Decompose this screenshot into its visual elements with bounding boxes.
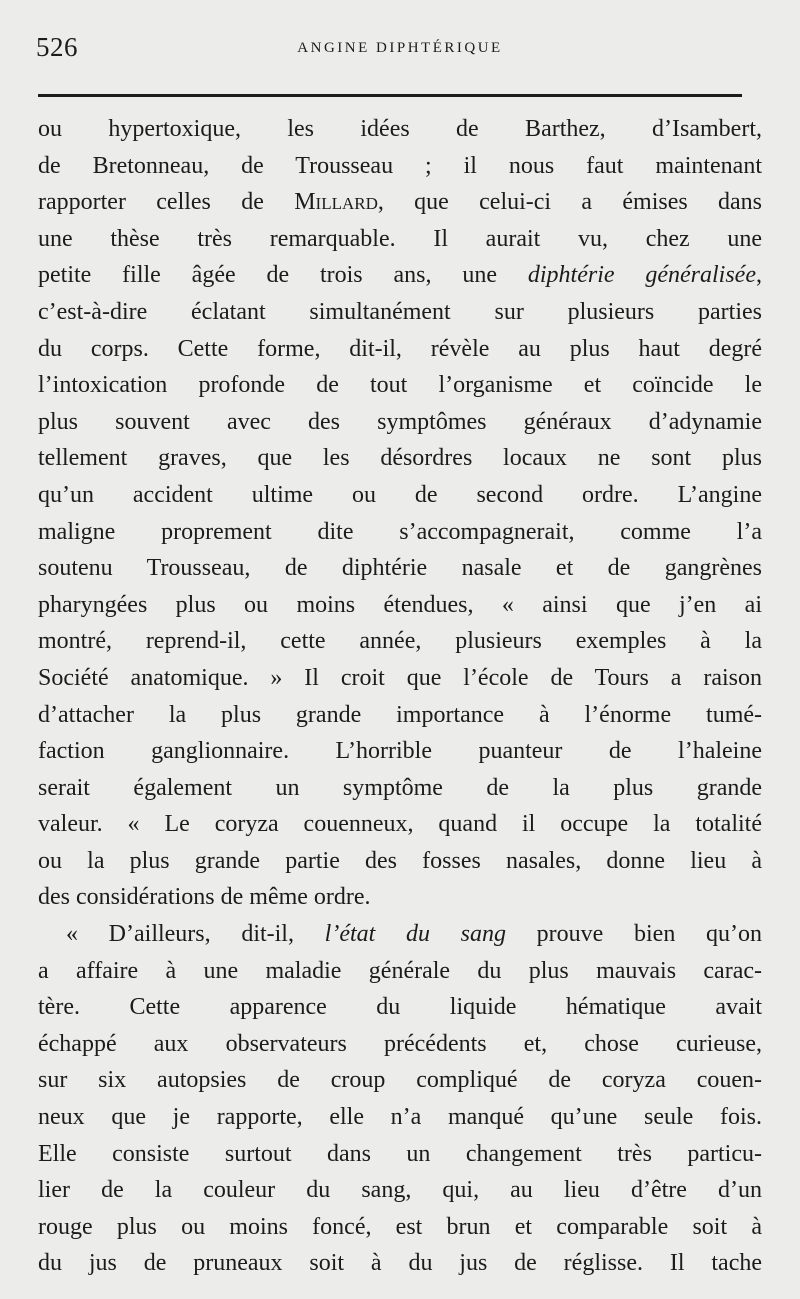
line-text: montré, reprend-il, cette année, plusieurs exemples à la (38, 628, 762, 655)
text-line (38, 843, 762, 880)
line-text: Elle consiste surtout dans un changement très particu- (38, 1140, 762, 1167)
line-text: une thèse très remarquable. Il aurait vu, chez une (38, 225, 762, 252)
italic-phrase: diphtérie généralisée (527, 262, 756, 289)
text-line (38, 1136, 762, 1173)
line-text: lier de la couleur du sang, qui, au lieu d’être d’un (38, 1177, 762, 1204)
line-text: des considérations de même ordre. (38, 884, 371, 911)
text-line (38, 1245, 762, 1282)
line-text: maligne proprement dite s’accompagnerait, comme l’a (38, 518, 762, 545)
line-text: l’intoxication profonde de tout l’organisme et coïncide le (38, 372, 762, 399)
line-text: de Bretonneau, de Trousseau ; il nous faut maintenant (38, 152, 762, 179)
line-text: ou la plus grande partie des fosses nasales, donne lieu à (38, 847, 762, 874)
line-text: serait également un symptôme de la plus grande (38, 774, 762, 801)
text-line (38, 879, 762, 916)
running-title: ANGINE DIPHTÉRIQUE (297, 40, 503, 56)
line-text: c’est-à-dire éclatant simultanément sur plusieurs parties (38, 298, 762, 325)
line-text: neux que je rapporte, elle n’a manqué qu’une seule fois. (38, 1104, 762, 1131)
text-line (38, 1026, 762, 1063)
line-text: rouge plus ou moins foncé, est brun et comparable soit à (38, 1213, 762, 1240)
text-line (38, 404, 762, 441)
line-text: valeur. « Le coryza couenneux, quand il occupe la totalité (38, 811, 762, 838)
line-text: pharyngées plus ou moins étendues, « ainsi que j’en ai (38, 591, 762, 618)
line-text: du corps. Cette forme, dit-il, révèle au plus haut degré (38, 335, 762, 362)
line-text: plus souvent avec des symptômes généraux d’adynamie (38, 408, 762, 435)
line-text: a affaire à une maladie générale du plus mauvais carac- (38, 957, 762, 984)
text-line (38, 184, 762, 221)
text-line (38, 514, 762, 551)
text-line (38, 221, 762, 258)
text-line (38, 331, 762, 368)
text-line (38, 770, 762, 807)
text-line (38, 697, 762, 734)
line-text: « D’ailleurs, dit-il, (66, 921, 325, 948)
text-line (38, 733, 762, 770)
line-text: d’attacher la plus grande importance à l’énorme tumé- (38, 701, 762, 728)
text-line (38, 367, 762, 404)
line-text: faction ganglionnaire. L’horrible puanteur de l’haleine (38, 738, 762, 765)
line-text: qu’un accident ultime ou de second ordre. L’angine (38, 481, 762, 508)
text-line (38, 916, 762, 953)
text-line (38, 953, 762, 990)
text-line (38, 623, 762, 660)
small-caps-name: Millard (294, 189, 378, 216)
text-line (38, 1062, 762, 1099)
text-line (38, 660, 762, 697)
line-text: sur six autopsies de croup compliqué de coryza couen- (38, 1067, 762, 1094)
text-line (38, 550, 762, 587)
page-header (0, 32, 800, 72)
text-line (38, 477, 762, 514)
italic-phrase: l’état du sang (324, 921, 506, 948)
text-line (38, 440, 762, 477)
line-text: ou hypertoxique, les idées de Barthez, d’Isambert, (38, 116, 762, 142)
line-text: du jus de pruneaux soit à du jus de réglisse. Il tache (38, 1250, 762, 1277)
line-text: échappé aux observateurs précédents et, chose curieuse, (38, 1030, 762, 1057)
line-text: , (756, 262, 762, 289)
text-line (38, 257, 762, 294)
page-number: 526 (36, 32, 78, 62)
header-rule (38, 94, 742, 97)
text-line (38, 989, 762, 1026)
line-text: tère. Cette apparence du liquide hématique avait (38, 994, 762, 1021)
body-text (38, 111, 762, 1282)
line-text: rapporter celles de (38, 189, 295, 216)
line-text: prouve bien qu’on (506, 921, 762, 948)
text-line (38, 806, 762, 843)
text-line (38, 111, 762, 148)
text-line (38, 1172, 762, 1209)
text-line (38, 148, 762, 185)
text-line (38, 294, 762, 331)
text-line (38, 587, 762, 624)
line-text: , que celui-ci a émises dans (377, 189, 763, 216)
text-line (38, 1099, 762, 1136)
line-text: Société anatomique. » Il croit que l’école de Tours a raison (38, 664, 762, 691)
line-text: petite fille âgée de trois ans, une (38, 262, 528, 289)
line-text: soutenu Trousseau, de diphtérie nasale et de gangrènes (38, 555, 762, 582)
line-text: tellement graves, que les désordres locaux ne sont plus (38, 445, 762, 472)
text-line (38, 1209, 762, 1246)
